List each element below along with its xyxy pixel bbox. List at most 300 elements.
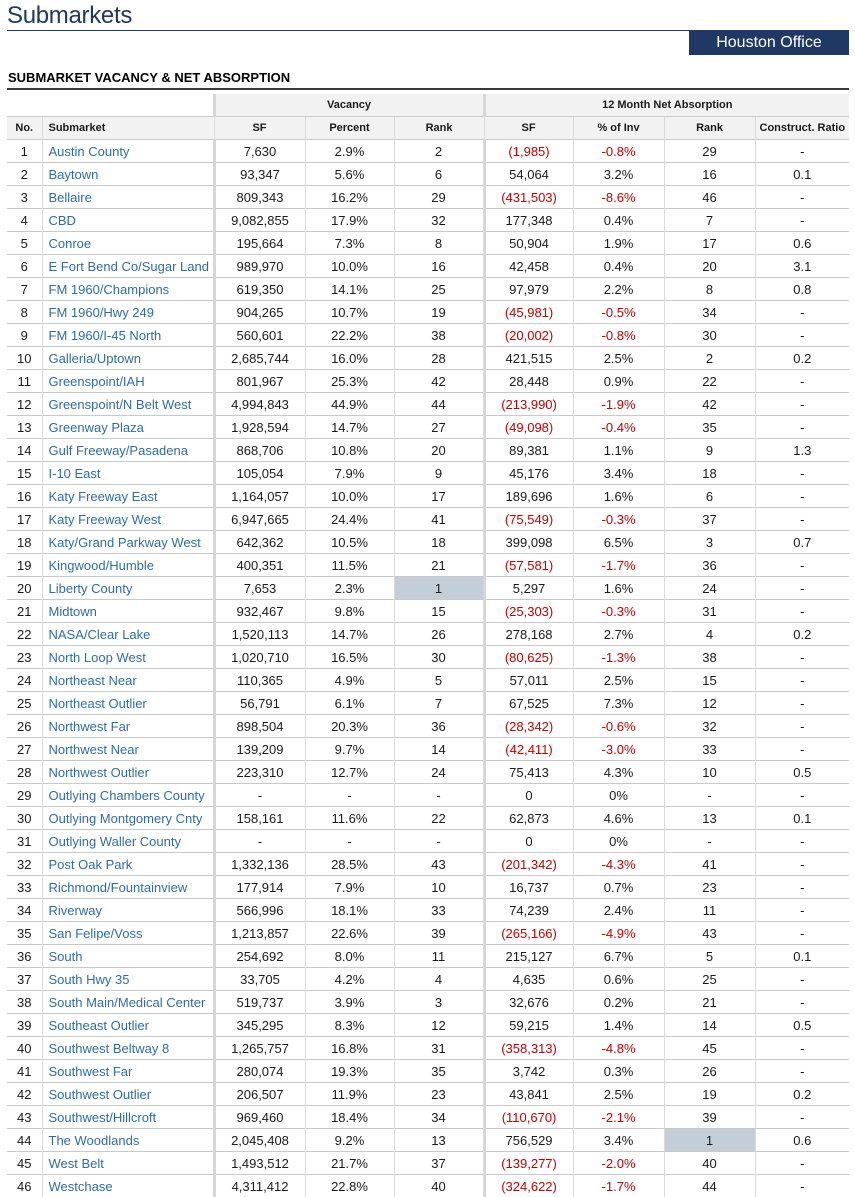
submarket-link[interactable]: Greenway Plaza xyxy=(42,416,214,439)
table-row xyxy=(7,416,849,439)
vacancy-sf: 7,653 xyxy=(214,577,305,600)
table-row xyxy=(7,255,849,278)
construct-ratio: 0.2 xyxy=(755,347,849,370)
construct-ratio: 0.6 xyxy=(755,1129,849,1152)
absorption-rank: 1 xyxy=(664,1129,755,1152)
table-row xyxy=(7,554,849,577)
absorption-rank: 42 xyxy=(664,393,755,416)
construct-ratio: - xyxy=(755,577,849,600)
absorption-sf: 189,696 xyxy=(484,485,573,508)
absorption-rank: 35 xyxy=(664,416,755,439)
vacancy-percent: 9.7% xyxy=(305,738,394,761)
table-row xyxy=(7,1175,849,1197)
vacancy-rank: 39 xyxy=(394,922,484,945)
submarket-link[interactable]: South Main/Medical Center xyxy=(42,991,214,1014)
vacancy-sf: 56,791 xyxy=(214,692,305,715)
absorption-pct-inv: 2.4% xyxy=(573,899,664,922)
absorption-pct-inv: -1.7% xyxy=(573,1175,664,1197)
vacancy-percent: 16.5% xyxy=(305,646,394,669)
absorption-pct-inv: -0.8% xyxy=(573,324,664,347)
absorption-sf: 57,011 xyxy=(484,669,573,692)
col-header-construct-ratio: Construct. Ratio xyxy=(755,117,849,140)
construct-ratio: - xyxy=(755,968,849,991)
vacancy-percent: 20.3% xyxy=(305,715,394,738)
absorption-rank: 40 xyxy=(664,1152,755,1175)
submarket-link[interactable]: CBD xyxy=(42,209,214,232)
vacancy-rank: 3 xyxy=(394,991,484,1014)
construct-ratio: - xyxy=(755,301,849,324)
table-row xyxy=(7,462,849,485)
vacancy-percent: 11.9% xyxy=(305,1083,394,1106)
construct-ratio: 0.2 xyxy=(755,1083,849,1106)
submarket-link[interactable]: Midtown xyxy=(42,600,214,623)
vacancy-sf: 619,350 xyxy=(214,278,305,301)
vacancy-sf: 158,161 xyxy=(214,807,305,830)
table-row xyxy=(7,646,849,669)
vacancy-percent: 18.1% xyxy=(305,899,394,922)
vacancy-percent: 17.9% xyxy=(305,209,394,232)
page-title: Submarkets xyxy=(7,2,132,30)
submarket-link[interactable]: Katy/Grand Parkway West xyxy=(42,531,214,554)
vacancy-sf: 195,664 xyxy=(214,232,305,255)
table-row xyxy=(7,876,849,899)
vacancy-sf: 560,601 xyxy=(214,324,305,347)
row-number: 45 xyxy=(7,1152,42,1175)
construct-ratio: 0.1 xyxy=(755,807,849,830)
absorption-rank: 41 xyxy=(664,853,755,876)
col-header-vacancy-percent: Percent xyxy=(305,117,394,140)
vacancy-percent: 10.8% xyxy=(305,439,394,462)
absorption-pct-inv: -3.0% xyxy=(573,738,664,761)
absorption-rank: 34 xyxy=(664,301,755,324)
vacancy-percent: 22.8% xyxy=(305,1175,394,1197)
absorption-pct-inv: -1.9% xyxy=(573,393,664,416)
vacancy-sf: - xyxy=(214,784,305,807)
vacancy-sf: 110,365 xyxy=(214,669,305,692)
absorption-rank: 29 xyxy=(664,140,755,163)
construct-ratio: - xyxy=(755,830,849,853)
absorption-pct-inv: 0.4% xyxy=(573,209,664,232)
vacancy-sf: 642,362 xyxy=(214,531,305,554)
table-row xyxy=(7,853,849,876)
row-number: 5 xyxy=(7,232,42,255)
submarket-link[interactable]: FM 1960/Hwy 249 xyxy=(42,301,214,324)
row-number: 25 xyxy=(7,692,42,715)
construct-ratio: 1.3 xyxy=(755,439,849,462)
absorption-pct-inv: 3.2% xyxy=(573,163,664,186)
construct-ratio: - xyxy=(755,554,849,577)
table-row xyxy=(7,1129,849,1152)
submarket-link[interactable]: Westchase xyxy=(42,1175,214,1197)
col-header-no: No. xyxy=(7,117,42,140)
vacancy-rank: 11 xyxy=(394,945,484,968)
row-number: 2 xyxy=(7,163,42,186)
submarket-link[interactable]: Greenspoint/IAH xyxy=(42,370,214,393)
absorption-sf: 43,841 xyxy=(484,1083,573,1106)
row-number: 30 xyxy=(7,807,42,830)
absorption-rank: 39 xyxy=(664,1106,755,1129)
absorption-sf: (431,503) xyxy=(484,186,573,209)
vacancy-sf: 801,967 xyxy=(214,370,305,393)
absorption-pct-inv: -1.3% xyxy=(573,646,664,669)
submarket-link[interactable]: Riverway xyxy=(42,899,214,922)
submarket-link[interactable]: Northwest Far xyxy=(42,715,214,738)
vacancy-sf: 1,164,057 xyxy=(214,485,305,508)
absorption-sf: 54,064 xyxy=(484,163,573,186)
submarket-link[interactable]: FM 1960/I-45 North xyxy=(42,324,214,347)
absorption-sf: 215,127 xyxy=(484,945,573,968)
row-number: 12 xyxy=(7,393,42,416)
absorption-sf: 399,098 xyxy=(484,531,573,554)
table-row xyxy=(7,577,849,600)
absorption-rank: 2 xyxy=(664,347,755,370)
construct-ratio: - xyxy=(755,140,849,163)
construct-ratio: 0.8 xyxy=(755,278,849,301)
vacancy-percent: 4.2% xyxy=(305,968,394,991)
submarket-link[interactable]: Richmond/Fountainview xyxy=(42,876,214,899)
vacancy-sf: 1,928,594 xyxy=(214,416,305,439)
construct-ratio: 3.1 xyxy=(755,255,849,278)
construct-ratio: - xyxy=(755,485,849,508)
table-row xyxy=(7,186,849,209)
submarket-link[interactable]: Northeast Near xyxy=(42,669,214,692)
table-row xyxy=(7,370,849,393)
absorption-rank: 31 xyxy=(664,600,755,623)
submarket-link[interactable]: South xyxy=(42,945,214,968)
table-row xyxy=(7,715,849,738)
row-number: 17 xyxy=(7,508,42,531)
construct-ratio: - xyxy=(755,1037,849,1060)
vacancy-rank: 10 xyxy=(394,876,484,899)
submarket-link[interactable]: Austin County xyxy=(42,140,214,163)
construct-ratio: 0.5 xyxy=(755,761,849,784)
row-number: 40 xyxy=(7,1037,42,1060)
row-number: 15 xyxy=(7,462,42,485)
construct-ratio: 0.2 xyxy=(755,623,849,646)
absorption-sf: (324,622) xyxy=(484,1175,573,1197)
absorption-rank: 37 xyxy=(664,508,755,531)
table-row xyxy=(7,209,849,232)
table-row xyxy=(7,324,849,347)
submarket-link[interactable]: Gulf Freeway/Pasadena xyxy=(42,439,214,462)
submarket-link[interactable]: Post Oak Park xyxy=(42,853,214,876)
table-row xyxy=(7,738,849,761)
absorption-sf: (139,277) xyxy=(484,1152,573,1175)
vacancy-rank: 21 xyxy=(394,554,484,577)
vacancy-percent: 14.1% xyxy=(305,278,394,301)
vacancy-rank: 35 xyxy=(394,1060,484,1083)
vacancy-percent: 11.6% xyxy=(305,807,394,830)
vacancy-percent: 10.7% xyxy=(305,301,394,324)
absorption-rank: 12 xyxy=(664,692,755,715)
absorption-pct-inv: 4.3% xyxy=(573,761,664,784)
absorption-pct-inv: 2.5% xyxy=(573,669,664,692)
construct-ratio: 0.1 xyxy=(755,163,849,186)
submarket-link[interactable]: Kingwood/Humble xyxy=(42,554,214,577)
absorption-sf: (80,625) xyxy=(484,646,573,669)
absorption-sf: 28,448 xyxy=(484,370,573,393)
table-row xyxy=(7,922,849,945)
row-number: 13 xyxy=(7,416,42,439)
construct-ratio: - xyxy=(755,853,849,876)
absorption-rank: 14 xyxy=(664,1014,755,1037)
submarket-link[interactable]: Northwest Near xyxy=(42,738,214,761)
absorption-rank: 7 xyxy=(664,209,755,232)
construct-ratio: - xyxy=(755,393,849,416)
construct-ratio: - xyxy=(755,646,849,669)
table-row xyxy=(7,968,849,991)
row-number: 8 xyxy=(7,301,42,324)
submarket-link[interactable]: Southwest/Hillcroft xyxy=(42,1106,214,1129)
table-row xyxy=(7,439,849,462)
row-number: 18 xyxy=(7,531,42,554)
absorption-sf: 89,381 xyxy=(484,439,573,462)
row-number: 44 xyxy=(7,1129,42,1152)
vacancy-rank: 27 xyxy=(394,416,484,439)
vacancy-sf: 345,295 xyxy=(214,1014,305,1037)
construct-ratio: - xyxy=(755,1106,849,1129)
submarket-link[interactable]: North Loop West xyxy=(42,646,214,669)
vacancy-sf: 280,074 xyxy=(214,1060,305,1083)
vacancy-percent: 11.5% xyxy=(305,554,394,577)
construct-ratio: - xyxy=(755,1175,849,1197)
table-row xyxy=(7,669,849,692)
group-header-row xyxy=(7,94,849,117)
row-number: 33 xyxy=(7,876,42,899)
vacancy-percent: 21.7% xyxy=(305,1152,394,1175)
table-row xyxy=(7,1152,849,1175)
absorption-sf: (42,411) xyxy=(484,738,573,761)
vacancy-percent: 16.8% xyxy=(305,1037,394,1060)
absorption-sf: (110,670) xyxy=(484,1106,573,1129)
construct-ratio: - xyxy=(755,991,849,1014)
row-number: 19 xyxy=(7,554,42,577)
vacancy-rank: 8 xyxy=(394,232,484,255)
submarket-link[interactable]: Katy Freeway West xyxy=(42,508,214,531)
absorption-pct-inv: 1.1% xyxy=(573,439,664,462)
vacancy-sf: 1,520,113 xyxy=(214,623,305,646)
vacancy-sf: 206,507 xyxy=(214,1083,305,1106)
absorption-rank: 46 xyxy=(664,186,755,209)
vacancy-rank: 24 xyxy=(394,761,484,784)
submarket-link[interactable]: Galleria/Uptown xyxy=(42,347,214,370)
absorption-pct-inv: -4.9% xyxy=(573,922,664,945)
submarket-link[interactable]: FM 1960/Champions xyxy=(42,278,214,301)
vacancy-sf: 93,347 xyxy=(214,163,305,186)
submarket-link[interactable]: Outlying Chambers County xyxy=(42,784,214,807)
vacancy-percent: 9.2% xyxy=(305,1129,394,1152)
vacancy-rank: 14 xyxy=(394,738,484,761)
vacancy-sf: 989,970 xyxy=(214,255,305,278)
table-row xyxy=(7,830,849,853)
table-row xyxy=(7,600,849,623)
submarket-link[interactable]: Southwest Far xyxy=(42,1060,214,1083)
absorption-sf: 32,676 xyxy=(484,991,573,1014)
row-number: 43 xyxy=(7,1106,42,1129)
table-row xyxy=(7,784,849,807)
row-number: 28 xyxy=(7,761,42,784)
submarket-link[interactable]: Outlying Montgomery Cnty xyxy=(42,807,214,830)
vacancy-sf: 1,493,512 xyxy=(214,1152,305,1175)
row-number: 37 xyxy=(7,968,42,991)
absorption-pct-inv: 6.5% xyxy=(573,531,664,554)
table-row xyxy=(7,301,849,324)
absorption-rank: 9 xyxy=(664,439,755,462)
row-number: 20 xyxy=(7,577,42,600)
vacancy-sf: 868,706 xyxy=(214,439,305,462)
submarket-link[interactable]: Liberty County xyxy=(42,577,214,600)
absorption-pct-inv: 0.6% xyxy=(573,968,664,991)
absorption-sf: 42,458 xyxy=(484,255,573,278)
vacancy-sf: 400,351 xyxy=(214,554,305,577)
absorption-pct-inv: 2.2% xyxy=(573,278,664,301)
vacancy-rank: 2 xyxy=(394,140,484,163)
vacancy-rank: 30 xyxy=(394,646,484,669)
vacancy-sf: 932,467 xyxy=(214,600,305,623)
absorption-rank: 23 xyxy=(664,876,755,899)
submarket-link[interactable]: Bellaire xyxy=(42,186,214,209)
vacancy-rank: 44 xyxy=(394,393,484,416)
vacancy-percent: 18.4% xyxy=(305,1106,394,1129)
submarket-link[interactable]: Southeast Outlier xyxy=(42,1014,214,1037)
absorption-sf: (20,002) xyxy=(484,324,573,347)
vacancy-percent: 9.8% xyxy=(305,600,394,623)
absorption-sf: 74,239 xyxy=(484,899,573,922)
vacancy-percent: - xyxy=(305,784,394,807)
row-number: 4 xyxy=(7,209,42,232)
row-number: 29 xyxy=(7,784,42,807)
absorption-pct-inv: 0.2% xyxy=(573,991,664,1014)
absorption-pct-inv: 1.9% xyxy=(573,232,664,255)
table-row xyxy=(7,1014,849,1037)
col-header-submarket: Submarket xyxy=(42,117,214,140)
vacancy-percent: 7.9% xyxy=(305,462,394,485)
vacancy-group-header: Vacancy xyxy=(214,94,484,117)
submarket-link[interactable]: San Felipe/Voss xyxy=(42,922,214,945)
absorption-rank: - xyxy=(664,830,755,853)
absorption-pct-inv: 0% xyxy=(573,784,664,807)
row-number: 10 xyxy=(7,347,42,370)
vacancy-rank: 34 xyxy=(394,1106,484,1129)
absorption-pct-inv: 4.6% xyxy=(573,807,664,830)
absorption-sf: (75,549) xyxy=(484,508,573,531)
vacancy-sf: 969,460 xyxy=(214,1106,305,1129)
vacancy-sf: 898,504 xyxy=(214,715,305,738)
absorption-pct-inv: -2.0% xyxy=(573,1152,664,1175)
absorption-pct-inv: -8.6% xyxy=(573,186,664,209)
construct-ratio: 0.1 xyxy=(755,945,849,968)
vacancy-percent: 14.7% xyxy=(305,416,394,439)
submarket-link[interactable]: South Hwy 35 xyxy=(42,968,214,991)
absorption-rank: 6 xyxy=(664,485,755,508)
absorption-rank: 15 xyxy=(664,669,755,692)
vacancy-rank: 12 xyxy=(394,1014,484,1037)
absorption-sf: (49,098) xyxy=(484,416,573,439)
vacancy-rank: 40 xyxy=(394,1175,484,1197)
submarket-link[interactable]: Baytown xyxy=(42,163,214,186)
row-number: 3 xyxy=(7,186,42,209)
submarket-link[interactable]: Conroe xyxy=(42,232,214,255)
vacancy-rank: 31 xyxy=(394,1037,484,1060)
absorption-pct-inv: 3.4% xyxy=(573,462,664,485)
absorption-sf: (358,313) xyxy=(484,1037,573,1060)
submarket-link[interactable]: The Woodlands xyxy=(42,1129,214,1152)
submarket-link[interactable]: Greenspoint/N Belt West xyxy=(42,393,214,416)
absorption-sf: 177,348 xyxy=(484,209,573,232)
absorption-pct-inv: 2.5% xyxy=(573,1083,664,1106)
absorption-pct-inv: -0.3% xyxy=(573,508,664,531)
absorption-pct-inv: 2.5% xyxy=(573,347,664,370)
table-row xyxy=(7,1037,849,1060)
absorption-pct-inv: 0.9% xyxy=(573,370,664,393)
vacancy-rank: 25 xyxy=(394,278,484,301)
vacancy-percent: 8.3% xyxy=(305,1014,394,1037)
absorption-sf: 59,215 xyxy=(484,1014,573,1037)
absorption-rank: 3 xyxy=(664,531,755,554)
vacancy-rank: 19 xyxy=(394,301,484,324)
submarket-link[interactable]: Southwest Beltway 8 xyxy=(42,1037,214,1060)
submarket-link[interactable]: Katy Freeway East xyxy=(42,485,214,508)
construct-ratio: - xyxy=(755,1152,849,1175)
vacancy-rank: 43 xyxy=(394,853,484,876)
market-badge: Houston Office xyxy=(689,30,849,55)
vacancy-rank: 9 xyxy=(394,462,484,485)
submarket-link[interactable]: West Belt xyxy=(42,1152,214,1175)
submarket-link[interactable]: NASA/Clear Lake xyxy=(42,623,214,646)
vacancy-sf: 1,020,710 xyxy=(214,646,305,669)
vacancy-sf: 566,996 xyxy=(214,899,305,922)
vacancy-percent: 19.3% xyxy=(305,1060,394,1083)
row-number: 38 xyxy=(7,991,42,1014)
absorption-rank: 10 xyxy=(664,761,755,784)
vacancy-rank: 17 xyxy=(394,485,484,508)
vacancy-sf: 139,209 xyxy=(214,738,305,761)
construct-ratio: - xyxy=(755,462,849,485)
absorption-sf: 421,515 xyxy=(484,347,573,370)
construct-ratio: 0.5 xyxy=(755,1014,849,1037)
submarket-link[interactable]: E Fort Bend Co/Sugar Land xyxy=(42,255,214,278)
vacancy-sf: 904,265 xyxy=(214,301,305,324)
absorption-sf: (213,990) xyxy=(484,393,573,416)
vacancy-rank: 6 xyxy=(394,163,484,186)
submarket-link[interactable]: Southwest Outlier xyxy=(42,1083,214,1106)
submarket-link[interactable]: Northwest Outlier xyxy=(42,761,214,784)
absorption-rank: 30 xyxy=(664,324,755,347)
submarket-link[interactable]: I-10 East xyxy=(42,462,214,485)
vacancy-sf: 254,692 xyxy=(214,945,305,968)
absorption-pct-inv: 0% xyxy=(573,830,664,853)
absorption-sf: (45,981) xyxy=(484,301,573,324)
group-header-blank xyxy=(7,94,214,117)
vacancy-percent: 12.7% xyxy=(305,761,394,784)
vacancy-rank: 36 xyxy=(394,715,484,738)
vacancy-rank: 13 xyxy=(394,1129,484,1152)
col-header-vacancy-rank: Rank xyxy=(394,117,484,140)
row-number: 41 xyxy=(7,1060,42,1083)
vacancy-percent: 10.5% xyxy=(305,531,394,554)
absorption-pct-inv: -4.8% xyxy=(573,1037,664,1060)
construct-ratio: - xyxy=(755,784,849,807)
row-number: 23 xyxy=(7,646,42,669)
vacancy-rank: 28 xyxy=(394,347,484,370)
submarket-link[interactable]: Outlying Waller County xyxy=(42,830,214,853)
row-number: 21 xyxy=(7,600,42,623)
absorption-sf: 3,742 xyxy=(484,1060,573,1083)
submarket-link[interactable]: Northeast Outlier xyxy=(42,692,214,715)
absorption-rank: 38 xyxy=(664,646,755,669)
absorption-rank: 18 xyxy=(664,462,755,485)
construct-ratio: - xyxy=(755,876,849,899)
